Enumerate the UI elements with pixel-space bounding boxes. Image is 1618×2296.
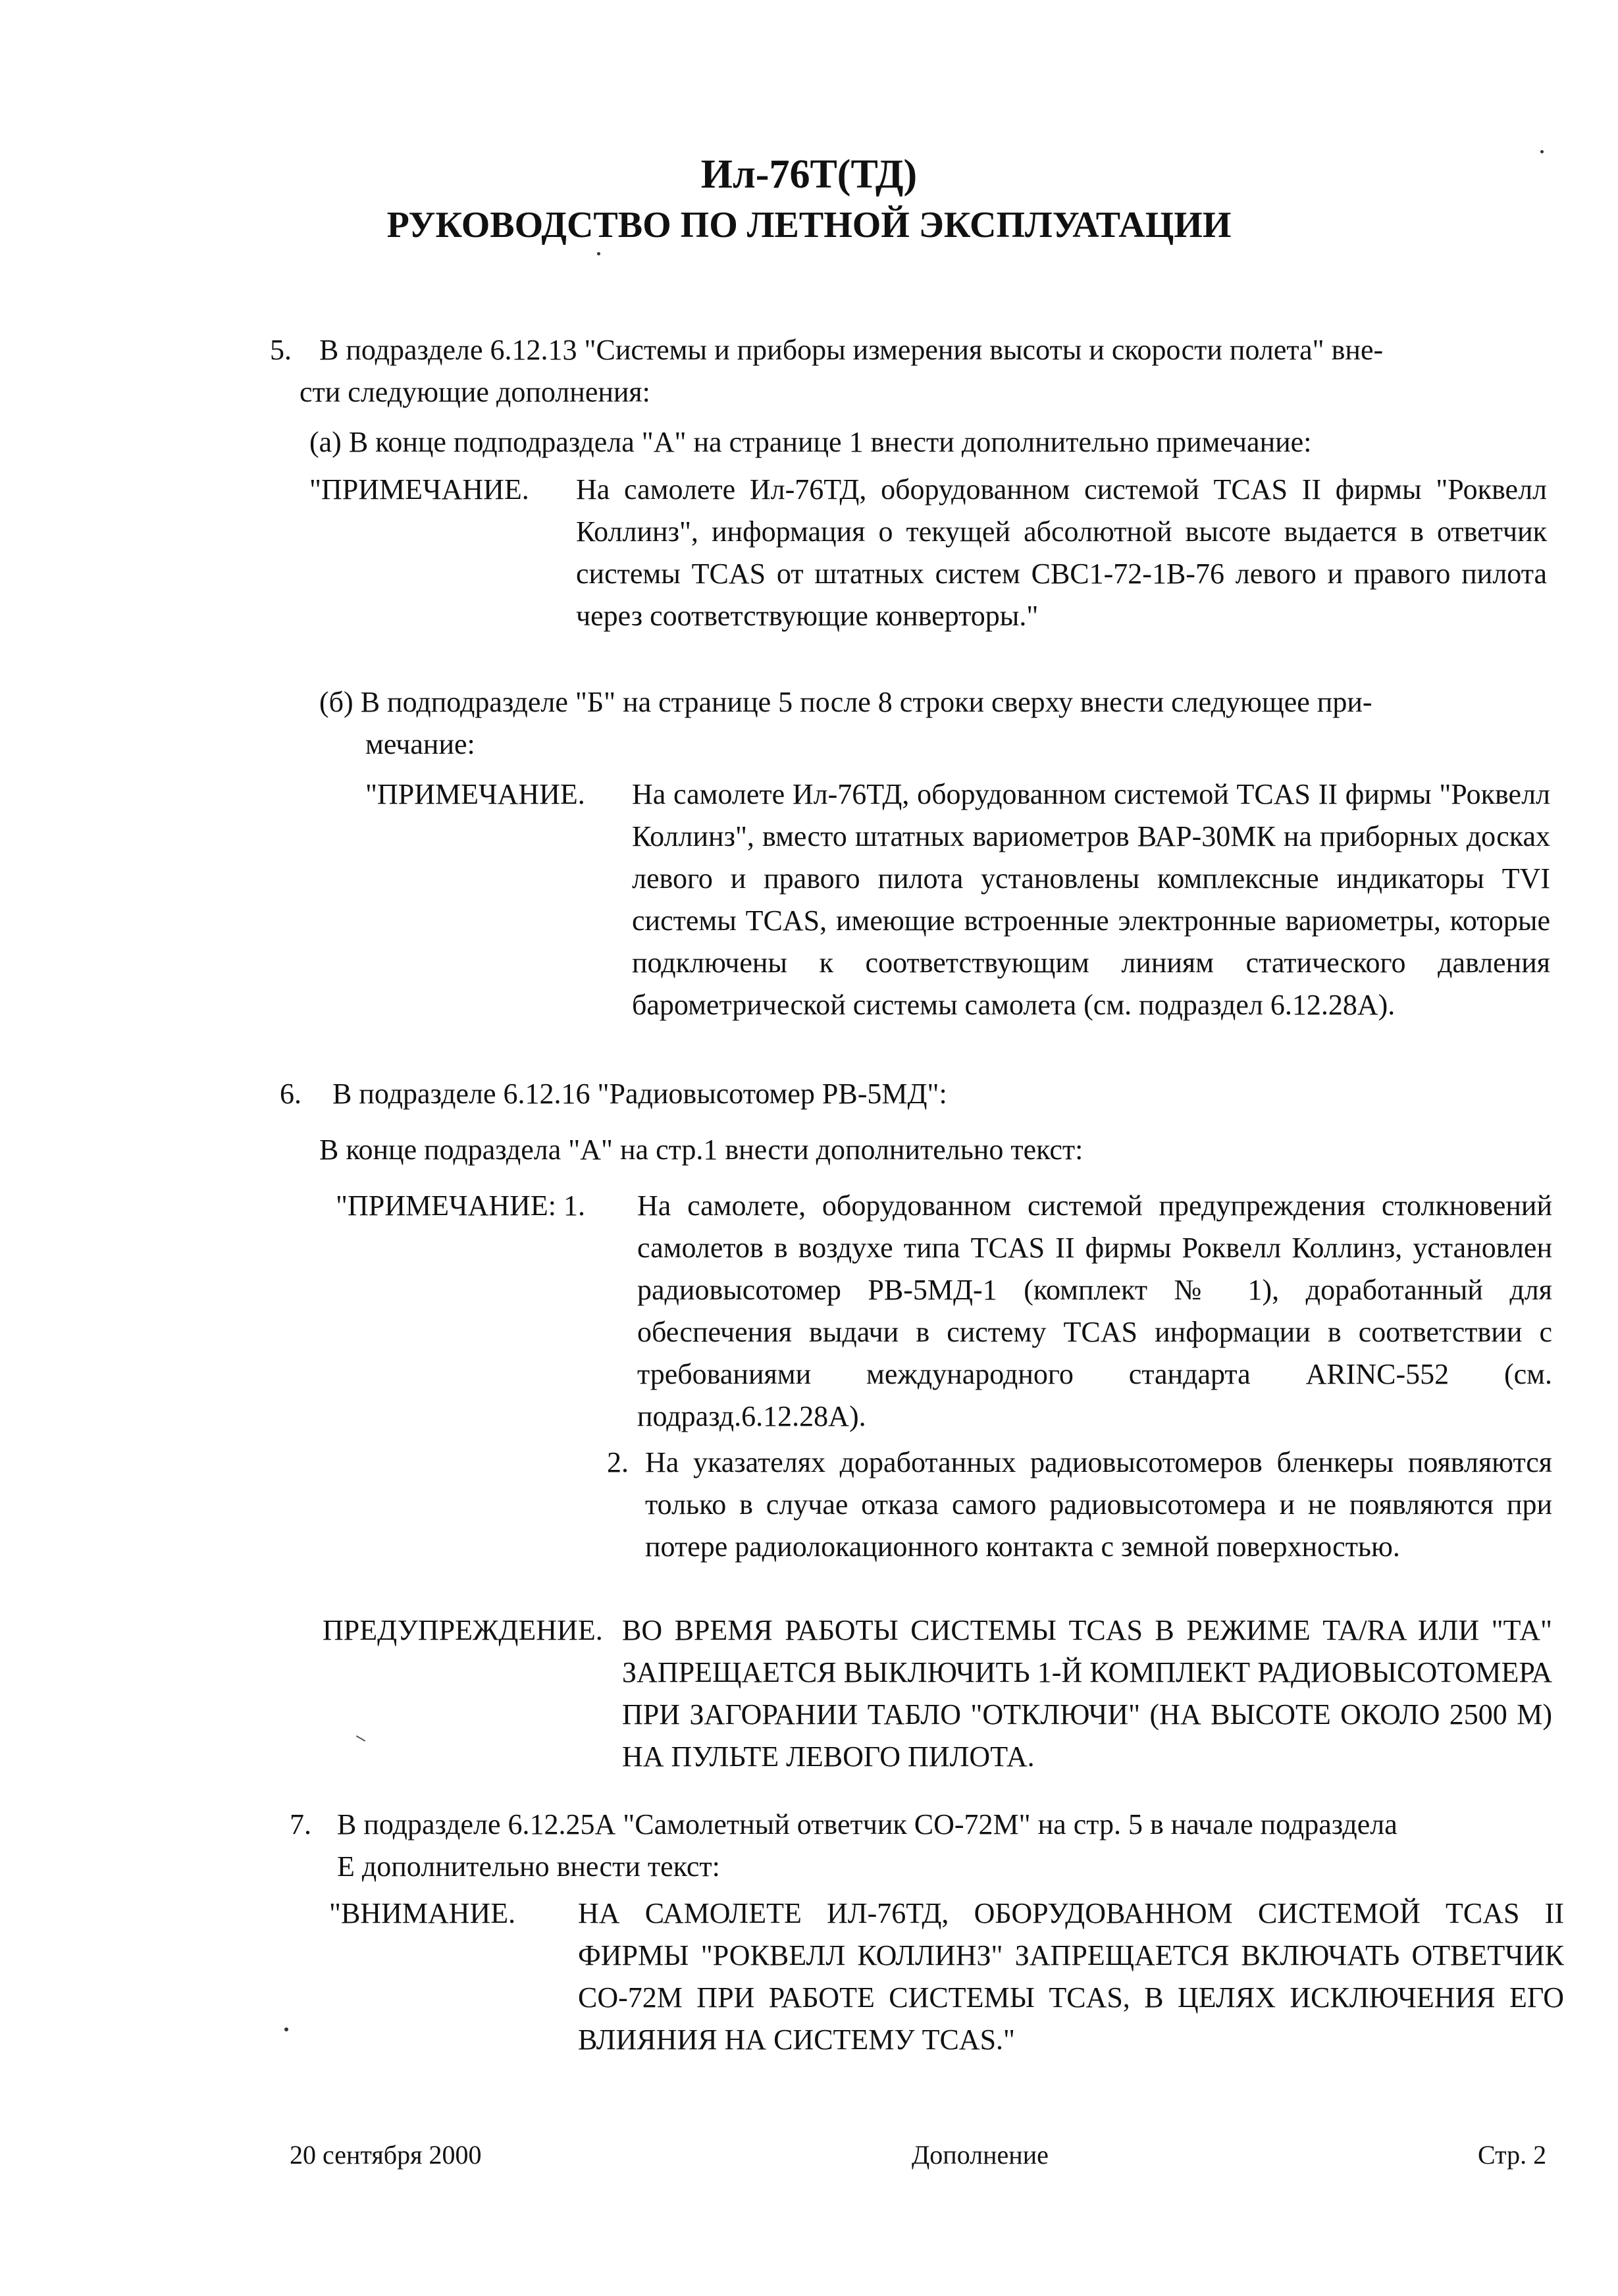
item5-number: 5. — [270, 334, 292, 366]
footer-page-number: Стр. 2 — [1478, 2140, 1547, 2170]
item6-title: В подразделе 6.12.16 "Радиовысотомер РВ-5МД": — [332, 1078, 947, 1110]
item5-b-note-body: На самолете Ил-76ТД, оборудованном системой TCAS II фирмы "Роквелл Коллинз", вместо штатных вариометров ВАР-30МК на приборных досках левого и правого пилота установлены комплексные индикаторы TVI системы TCAS, имеющие встроенные электронные вариометры, которые подключены к соответствующим линиям статического давления барометрической системы самолета (см. подраздел 6.12.28А). — [632, 778, 1550, 1021]
item6-number: 6. — [280, 1078, 301, 1110]
item6-note1-body: На самолете, оборудованном системой предупреждения столкновений самолетов в воздухе типа TCAS II фирмы Роквелл Коллинз, установлен радиовысотомер РВ-5МД-1 (комплект № 1), доработанный для обеспечения выдачи в систему TCAS информации в соответствии с требованиями международного стандарта ARINC-552 (см. подразд.6.12.28А). — [637, 1189, 1552, 1432]
scan-speck — [1540, 150, 1544, 153]
item7-attention-label: "ВНИМАНИЕ. — [329, 1897, 516, 1929]
item5-b-intro-line1: (б) В подподразделе "Б" на странице 5 после 8 строки сверху внести следующее при- — [319, 686, 1372, 718]
document-aircraft-title: Ил-76Т(ТД) — [700, 152, 918, 197]
item6-warning-label: ПРЕДУПРЕЖДЕНИЕ. — [323, 1614, 603, 1646]
footer-section: Дополнение — [912, 2140, 1049, 2170]
item6-note-label: "ПРИМЕЧАНИЕ: 1. — [336, 1189, 586, 1222]
item5-b-intro-line2: мечание: — [365, 728, 475, 760]
item7-attention-body: НА САМОЛЕТЕ ИЛ-76ТД, ОБОРУДОВАННОМ СИСТЕМОЙ TCAS II ФИРМЫ "РОКВЕЛЛ КОЛЛИНЗ" ЗАПРЕЩАЕТСЯ ВКЛЮЧАТЬ ОТВЕТЧИК СО-72М ПРИ РАБОТЕ СИСТЕМЫ TCAS, В ЦЕЛЯХ ИСКЛЮЧЕНИЯ ЕГО ВЛИЯНИЯ НА СИСТЕМУ TCAS." — [578, 1897, 1564, 2056]
item5-b-note-label: "ПРИМЕЧАНИЕ. — [365, 778, 585, 810]
footer-date: 20 сентября 2000 — [290, 2140, 482, 2170]
item7-title-line2: Е дополнительно внести текст: — [337, 1850, 720, 1883]
scan-speck — [597, 252, 600, 255]
item6-warning-body: ВО ВРЕМЯ РАБОТЫ СИСТЕМЫ TCAS В РЕЖИМЕ TA/RA ИЛИ "ТА" ЗАПРЕЩАЕТСЯ ВЫКЛЮЧИТЬ 1-Й КОМПЛЕКТ РАДИОВЫСОТОМЕРА ПРИ ЗАГОРАНИИ ТАБЛО "ОТКЛЮЧИ" (НА ВЫСОТЕ ОКОЛО 2500 М) НА ПУЛЬТЕ ЛЕВОГО ПИЛОТА. — [622, 1614, 1552, 1773]
scan-speck — [356, 1735, 366, 1742]
item7-title-line1: В подразделе 6.12.25А "Самолетный ответчик СО-72М" на стр. 5 в начале подраздела — [337, 1808, 1397, 1840]
item6-note2-number: 2. — [607, 1446, 629, 1478]
document-manual-title: РУКОВОДСТВО ПО ЛЕТНОЙ ЭКСПЛУАТАЦИИ — [386, 205, 1232, 246]
item5-a-note-body: На самолете Ил-76ТД, оборудованном системой TCAS II фирмы "Роквелл Коллинз", информация о текущей абсолютной высоте выдается в ответчик системы TCAS от штатных систем СВС1-72-1В-76 левого и правого пилота через соответствующие конверторы." — [576, 473, 1547, 632]
item7-number: 7. — [290, 1808, 311, 1840]
item6-note2-body: На указателях доработанных радиовысотомеров бленкеры появляются только в случае отказа самого радиовысотомера и не появляются при потере радиолокационного контакта с земной поверхностью. — [645, 1446, 1552, 1563]
item5-title-line2: сти следующие дополнения: — [300, 376, 650, 408]
item5-title-line1: В подразделе 6.12.13 "Системы и приборы измерения высоты и скорости полета" вне- — [319, 334, 1384, 366]
item5-a-note-label: "ПРИМЕЧАНИЕ. — [309, 473, 529, 506]
item6-intro: В конце подраздела "А" на стр.1 внести дополнительно текст: — [319, 1134, 1083, 1166]
scan-speck — [284, 2027, 288, 2031]
item5-a-intro: (а) В конце подподраздела "А" на странице 1 внести дополнительно примечание: — [309, 426, 1312, 458]
